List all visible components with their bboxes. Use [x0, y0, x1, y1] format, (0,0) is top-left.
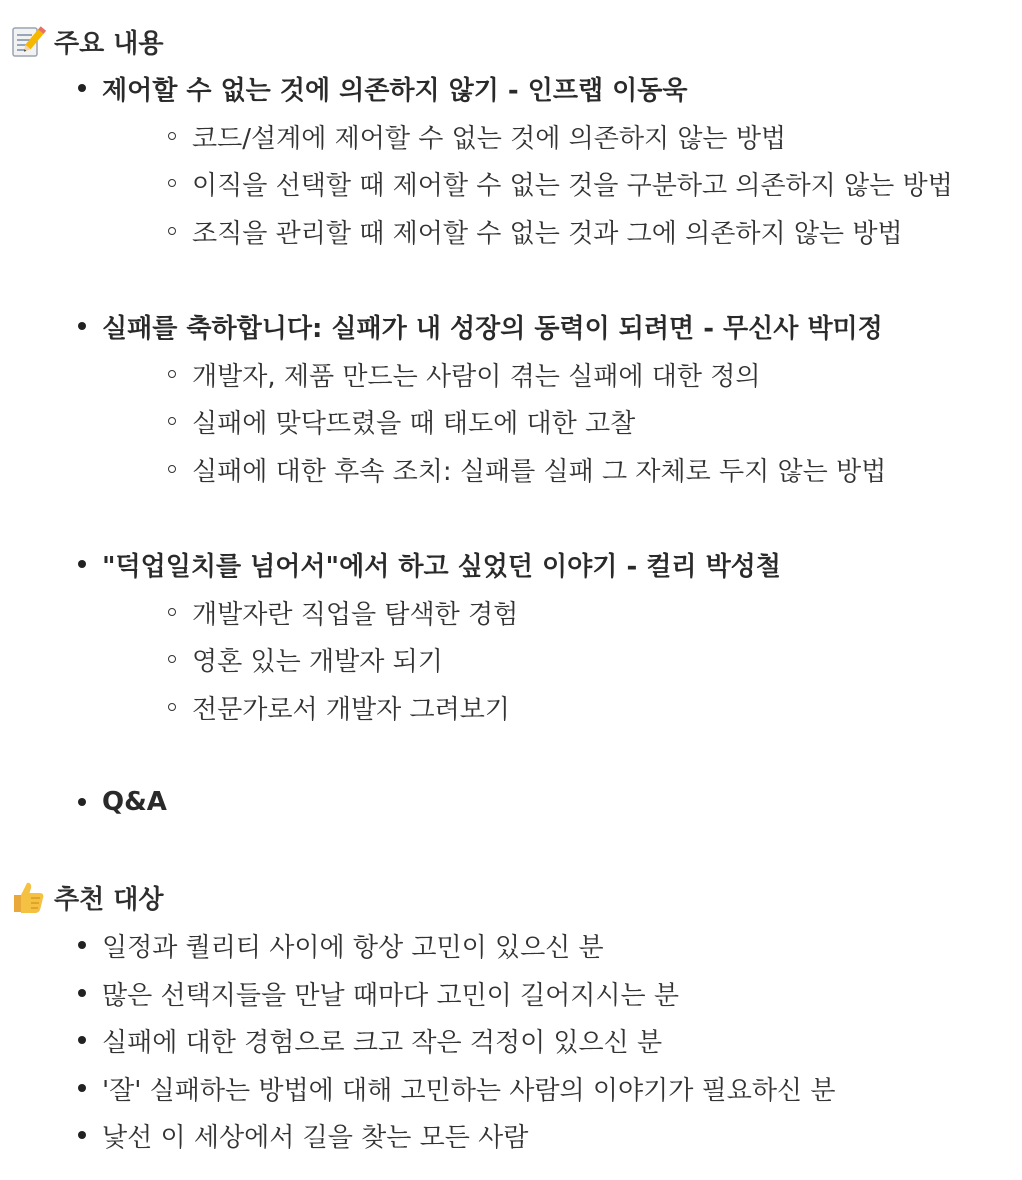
- bullet-circle: [168, 608, 176, 616]
- talk-title: 실패를 축하합니다: 실패가 내 성장의 동력이 되려면 - 무신사 박미정: [102, 313, 883, 344]
- recommended-item: 실패에 대한 경험으로 크고 작은 걱정이 있으신 분: [102, 1027, 663, 1058]
- bullet-circle: [168, 370, 176, 378]
- talk-point: 영혼 있는 개발자 되기: [192, 646, 443, 677]
- bullet-disc: [78, 560, 86, 568]
- bullet-disc: [78, 798, 86, 806]
- bullet-circle: [168, 227, 176, 235]
- recommended-item: 일정과 퀄리티 사이에 항상 고민이 있으신 분: [102, 932, 604, 963]
- memo-icon: [10, 23, 46, 59]
- bullet-circle: [168, 179, 176, 187]
- talk-title: "덕업일치를 넘어서"에서 하고 싶었던 이야기 - 컬리 박성철: [102, 551, 781, 582]
- bullet-circle: [168, 465, 176, 473]
- bullet-circle: [168, 417, 176, 425]
- talk-point: 전문가로서 개발자 그려보기: [192, 694, 510, 725]
- section-heading-main-content: [10, 21, 164, 61]
- bullet-disc: [78, 1131, 86, 1139]
- talk-point: 코드/설계에 제어할 수 없는 것에 의존하지 않는 방법: [192, 123, 787, 154]
- bullet-circle: [168, 655, 176, 663]
- bullet-circle: [168, 703, 176, 711]
- talk-point: 실패에 대한 후속 조치: 실패를 실패 그 자체로 두지 않는 방법: [192, 456, 887, 487]
- bullet-disc: [78, 941, 86, 949]
- recommended-item: 많은 선택지들을 만날 때마다 고민이 길어지시는 분: [102, 980, 680, 1011]
- bullet-disc: [78, 1036, 86, 1044]
- thumbs-up-icon: [10, 879, 46, 915]
- talk-point: 조직을 관리할 때 제어할 수 없는 것과 그에 의존하지 않는 방법: [192, 218, 903, 249]
- talk-point: 개발자, 제품 만드는 사람이 겪는 실패에 대한 정의: [192, 361, 761, 392]
- bullet-disc: [78, 322, 86, 330]
- talk-point: 이직을 선택할 때 제어할 수 없는 것을 구분하고 의존하지 않는 방법: [192, 170, 953, 201]
- bullet-disc: [78, 989, 86, 997]
- talk-point: 개발자란 직업을 탐색한 경험: [192, 599, 519, 630]
- recommended-item: 낯선 이 세상에서 길을 찾는 모든 사람: [102, 1122, 529, 1153]
- talk-point: 실패에 맞닥뜨렸을 때 태도에 대한 고찰: [192, 408, 636, 439]
- section-title: 주요 내용: [54, 28, 164, 59]
- section-heading-recommended-for: [10, 877, 164, 917]
- bullet-disc: [78, 84, 86, 92]
- recommended-item: '잘' 실패하는 방법에 대해 고민하는 사람의 이야기가 필요하신 분: [102, 1075, 836, 1106]
- bullet-disc: [78, 1084, 86, 1092]
- bullet-circle: [168, 132, 176, 140]
- talk-title: Q&A: [102, 787, 167, 817]
- section-title: 추천 대상: [54, 884, 164, 915]
- talk-title: 제어할 수 없는 것에 의존하지 않기 - 인프랩 이동욱: [102, 75, 688, 106]
